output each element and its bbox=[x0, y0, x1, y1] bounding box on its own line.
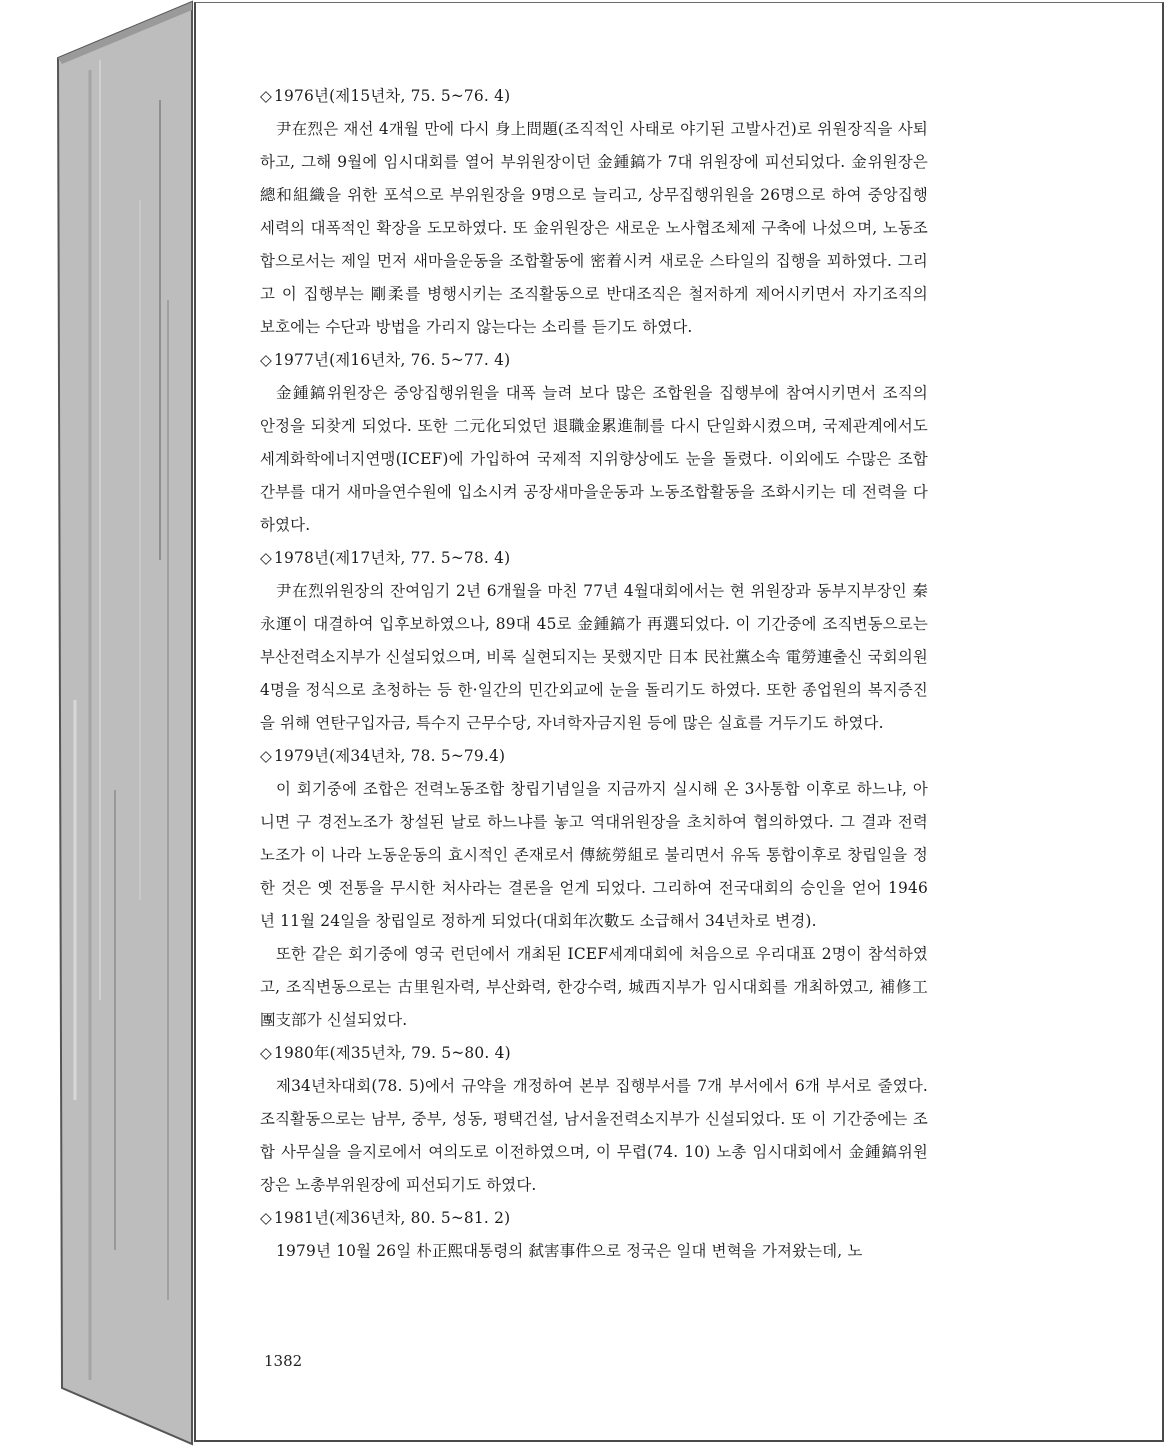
paragraph: 1979년 10월 26일 朴正熙대통령의 弑害事件으로 정국은 일대 변혁을 가져왔는데, 노 bbox=[276, 1242, 863, 1260]
section-1980 bbox=[260, 1037, 928, 1202]
page-content bbox=[260, 80, 928, 1268]
paragraph: 이 회기중에 조합은 전력노동조합 창립기념일을 지금까지 실시해 온 3사통합 이후로 하느냐, 아니면 구 경전노조가 창설된 날로 하느냐를 놓고 역대위원장을 초치하여 협의하였다. 그 결과 전력노조가 이 나라 노동운동의 효시적인 존재로서 傳統勞組로 불리면서 유독 통합이후로 창립일을 정한 것은 옛 전통을 무시한 처사라는 결론을 얻게 되었다. 그리하여 전국대회의 승인을 얻어 1946년 11월 24일을 창립일로 정하게 되었다(대회年次數도 소급해서 34년차로 변경). bbox=[260, 780, 928, 930]
section-1978 bbox=[260, 542, 928, 740]
page-number: 1382 bbox=[264, 1352, 303, 1370]
diamond-icon: ◇ bbox=[260, 1209, 273, 1227]
section-heading: ◇ 1977년(제16년차, 76. 5~77. 4) bbox=[260, 351, 511, 369]
diamond-icon: ◇ bbox=[260, 1044, 273, 1062]
section-heading: ◇ 1979년(제34년차, 78. 5~79.4) bbox=[260, 747, 506, 765]
section-1977 bbox=[260, 344, 928, 542]
paragraph: 또한 같은 회기중에 영국 런던에서 개최된 ICEF세계대회에 처음으로 우리대표 2명이 참석하였고, 조직변동으로는 古里원자력, 부산화력, 한강수력, 城西지부가 임시대회를 개최하였고, 補修工團支部가 신설되었다. bbox=[260, 945, 928, 1029]
diamond-icon: ◇ bbox=[260, 549, 273, 567]
section-heading: ◇ 1980年(제35년차, 79. 5~80. 4) bbox=[260, 1044, 511, 1062]
section-heading: ◇ 1981년(제36년차, 80. 5~81. 2) bbox=[260, 1209, 511, 1227]
paragraph: 제34년차대회(78. 5)에서 규약을 개정하여 본부 집행부서를 7개 부서에서 6개 부서로 줄였다. 조직활동으로는 남부, 중부, 성동, 평택건설, 남서울전력소지부가 신설되었다. 또 이 기간중에는 조합 사무실을 을지로에서 여의도로 이전하였으며, 이 무렵(74. 10) 노총 임시대회에서 金鍾鎬위원장은 노총부위원장에 피선되기도 하였다. bbox=[260, 1077, 928, 1194]
diamond-icon: ◇ bbox=[260, 747, 273, 765]
section-1981 bbox=[260, 1202, 928, 1268]
diamond-icon: ◇ bbox=[260, 351, 273, 369]
section-heading: ◇ 1978년(제17년차, 77. 5~78. 4) bbox=[260, 549, 511, 567]
section-1979 bbox=[260, 740, 928, 1037]
paragraph: 尹在烈위원장의 잔여임기 2년 6개월을 마친 77년 4월대회에서는 현 위원장과 동부지부장인 秦永運이 대결하여 입후보하였으나, 89대 45로 金鍾鎬가 再選되었다. 이 기간중에 조직변동으로는 부산전력소지부가 신설되었으며, 비록 실현되지는 못했지만 日本 民社黨소속 電勞連출신 국회의원 4명을 정식으로 초청하는 등 한·일간의 민간외교에 눈을 돌리기도 하였다. 또한 종업원의 복지증진을 위해 연탄구입자금, 특수지 근무수당, 자녀학자금지원 등에 많은 실효를 거두기도 하였다. bbox=[260, 582, 928, 732]
paragraph: 尹在烈은 재선 4개월 만에 다시 身上問題(조직적인 사태로 야기된 고발사건)로 위원장직을 사퇴하고, 그해 9월에 임시대회를 열어 부위원장이던 金鍾鎬가 7대 위원장에 피선되었다. 金위원장은 總和組織을 위한 포석으로 부위원장을 9명으로 늘리고, 상무집행위원을 26명으로 하여 중앙집행세력의 대폭적인 확장을 도모하였다. 또 金위원장은 새로운 노사협조체제 구축에 나섰으며, 노동조합으로서는 제일 먼저 새마을운동을 조합활동에 密着시켜 새로운 스타일의 집행을 꾀하였다. 그리고 이 집행부는 剛柔를 병행시키는 조직활동으로 반대조직은 철저하게 제어시키면서 자기조직의 보호에는 수단과 방법을 가리지 않는다는 소리를 듣기도 하였다. bbox=[260, 120, 928, 336]
paragraph: 金鍾鎬위원장은 중앙집행위원을 대폭 늘려 보다 많은 조합원을 집행부에 참여시키면서 조직의 안정을 되찾게 되었다. 또한 二元化되었던 退職金累進制를 다시 단일화시켰으며, 국제관계에서도 세계화학에너지연맹(ICEF)에 가입하여 국제적 지위향상에도 눈을 돌렸다. 이외에도 수많은 조합간부를 대거 새마을연수원에 입소시켜 공장새마을운동과 노동조합활동을 조화시키는 데 전력을 다하였다. bbox=[260, 384, 928, 534]
diamond-icon: ◇ bbox=[260, 87, 273, 105]
section-1976 bbox=[260, 80, 928, 344]
book-edge bbox=[0, 0, 200, 1446]
section-heading: ◇ 1976년(제15년차, 75. 5~76. 4) bbox=[260, 87, 511, 105]
